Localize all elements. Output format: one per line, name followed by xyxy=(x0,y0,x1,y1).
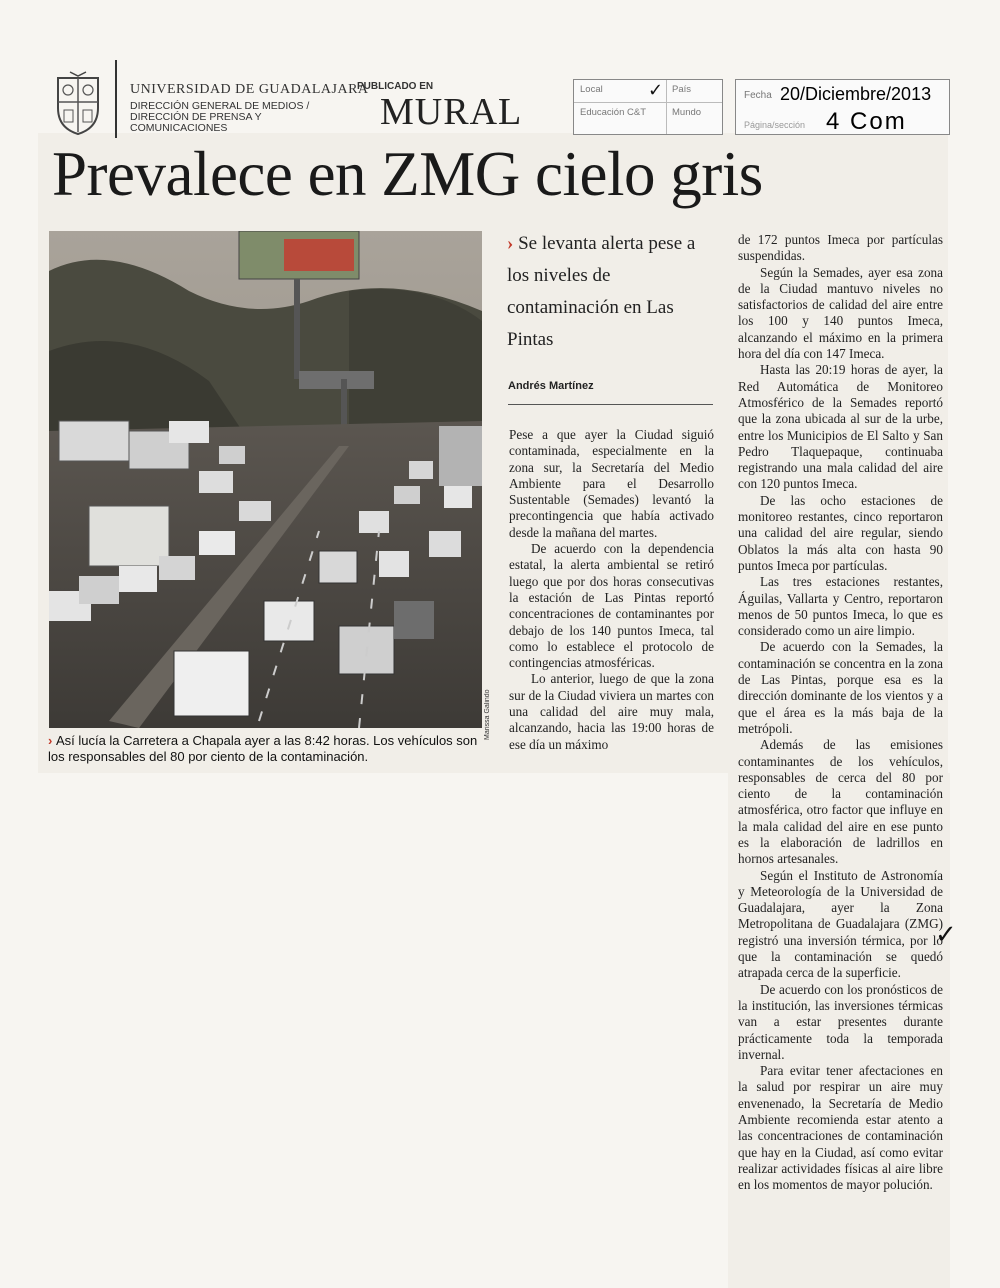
date-box xyxy=(735,79,950,135)
paragraph: Hasta las 20:19 horas de ayer, la Red Automática de Monitoreo Atmosférico de la Semades reportó que la zona ubicada al sur de la urbe, entre los Municipios de El Salto y San Pedro Tlaquepaque, continuaba registrando una mala calidad del aire con 120 puntos Imeca. xyxy=(738,362,943,492)
paragraph: De acuerdo con la dependencia estatal, la alerta ambiental se retiró luego que por dos horas consecutivas la estación de Las Pintas reportó concentraciones de contaminantes por debajo de los 140 puntos Imeca, tal como lo establece el protocolo de contingencias atmosféricas. xyxy=(509,541,714,671)
paragraph: Pese a que ayer la Ciudad siguió contaminada, especialmente en la zona sur, la Secretaría del Medio Ambiente para el Desarrollo Sustentable (Semades) levantó la precontingencia que había activado desde la mañana del martes. xyxy=(509,427,714,540)
check-mark-icon: ✓ xyxy=(935,920,957,950)
paragraph: Según el Instituto de Astronomía y Meteorología de la Universidad de Guadalajara, ayer la Zona Metropolitana de Guadalajara (ZMG) registró una inversión térmica, por lo que la contaminación se quedó atrapada cerca de la superficie. xyxy=(738,867,943,981)
section-pais: País xyxy=(672,84,692,95)
university-name: UNIVERSIDAD DE GUADALAJARA xyxy=(130,82,369,97)
subhead-arrow-icon: › xyxy=(507,233,519,254)
paragraph: Según la Semades, ayer esa zona de la Ciudad mantuvo niveles no satisfactorios de calidad del aire entre los 100 y 140 puntos Imeca, alcanzando el máximo en la primera hora del día con 147 Imeca. xyxy=(738,264,943,362)
caption-arrow-icon: › xyxy=(48,733,56,748)
photo-credit: Marissa Galindo xyxy=(484,689,491,740)
paragraph: Las tres estaciones restantes, Águilas, Vallarta y Centro, reportaron menos de 50 puntos Imeca, lo que es considerado como un aire limpio. xyxy=(738,574,943,639)
paragraph: De acuerdo con los pronósticos de la institución, las inversiones térmicas van a estar presentes durante prácticamente toda la temporada invernal. xyxy=(738,981,943,1062)
paragraph: Lo anterior, luego de que la zona sur de la Ciudad viviera un martes con una calidad del aire muy mala, alcanzando, hacia las 19:00 horas de ese día un máximo xyxy=(509,671,714,752)
published-in-label: PUBLICADO EN xyxy=(357,81,434,92)
date-label: Fecha xyxy=(744,90,772,101)
page-section-label: Página/sección xyxy=(744,120,806,130)
paragraph: Además de las emisiones contaminantes de los vehículos, responsables de cerca del 80 por ciento de la contaminación atmosférica, otro factor que influye en la mala calidad del aire en ese punto es la elaboración de ladrillos en hornos artesanales. xyxy=(738,737,943,867)
paragraph: De las ocho estaciones de monitoreo restantes, cinco reportaron una calidad del aire regular, siendo Oblatos la más alta con hasta 90 puntos Imeca por partículas. xyxy=(738,492,943,573)
paragraph: De acuerdo con la Semades, la contaminación se concentra en la zona de Las Pintas, porque esa es la dirección dominante de los vientos y a que el área es la más baja de la metrópoli. xyxy=(738,639,943,736)
article-column-1 xyxy=(509,427,714,767)
article-byline: Andrés Martínez xyxy=(508,380,594,392)
handwritten-page-note: 4 Com xyxy=(826,108,907,135)
article-column-2 xyxy=(738,232,943,1288)
section-mundo: Mundo xyxy=(672,107,702,118)
byline-rule xyxy=(508,404,713,405)
article-subhead: › Se levanta alerta pese a los niveles de contaminación en Las Pintas xyxy=(507,233,696,350)
traffic-photo xyxy=(49,231,482,728)
section-educacion: Educación C&T xyxy=(580,107,647,118)
paragraph: Para evitar tener afectaciones en la salud por respirar un aire muy envenenado, la Secretaría de Medio Ambiente recomienda estar atento a las concentraciones de contaminación que hay en la Ciudad, así como evitar realizar actividades físicas al aire libre en los momentos de mayor polución. xyxy=(738,1063,943,1193)
check-mark-icon: ✓ xyxy=(648,80,664,101)
paragraph: de 172 puntos Imeca por partículas suspendidas. xyxy=(738,232,943,264)
university-crest-icon xyxy=(52,70,104,136)
photo-caption: › Así lucía la Carretera a Chapala ayer a las 8:42 horas. Los vehículos son los responsables del 80 por ciento de la contaminación. xyxy=(48,733,478,764)
direction-text: DIRECCIÓN GENERAL DE MEDIOS / DIRECCIÓN DE PRENSA Y COMUNICACIONES xyxy=(130,100,310,134)
date-value: 20/Diciembre/2013 xyxy=(780,84,932,104)
header-divider xyxy=(115,60,117,138)
newspaper-name: MURAL xyxy=(380,91,523,133)
article-headline: Prevalece en ZMG cielo gris xyxy=(52,139,763,209)
section-local: Local xyxy=(580,84,603,95)
